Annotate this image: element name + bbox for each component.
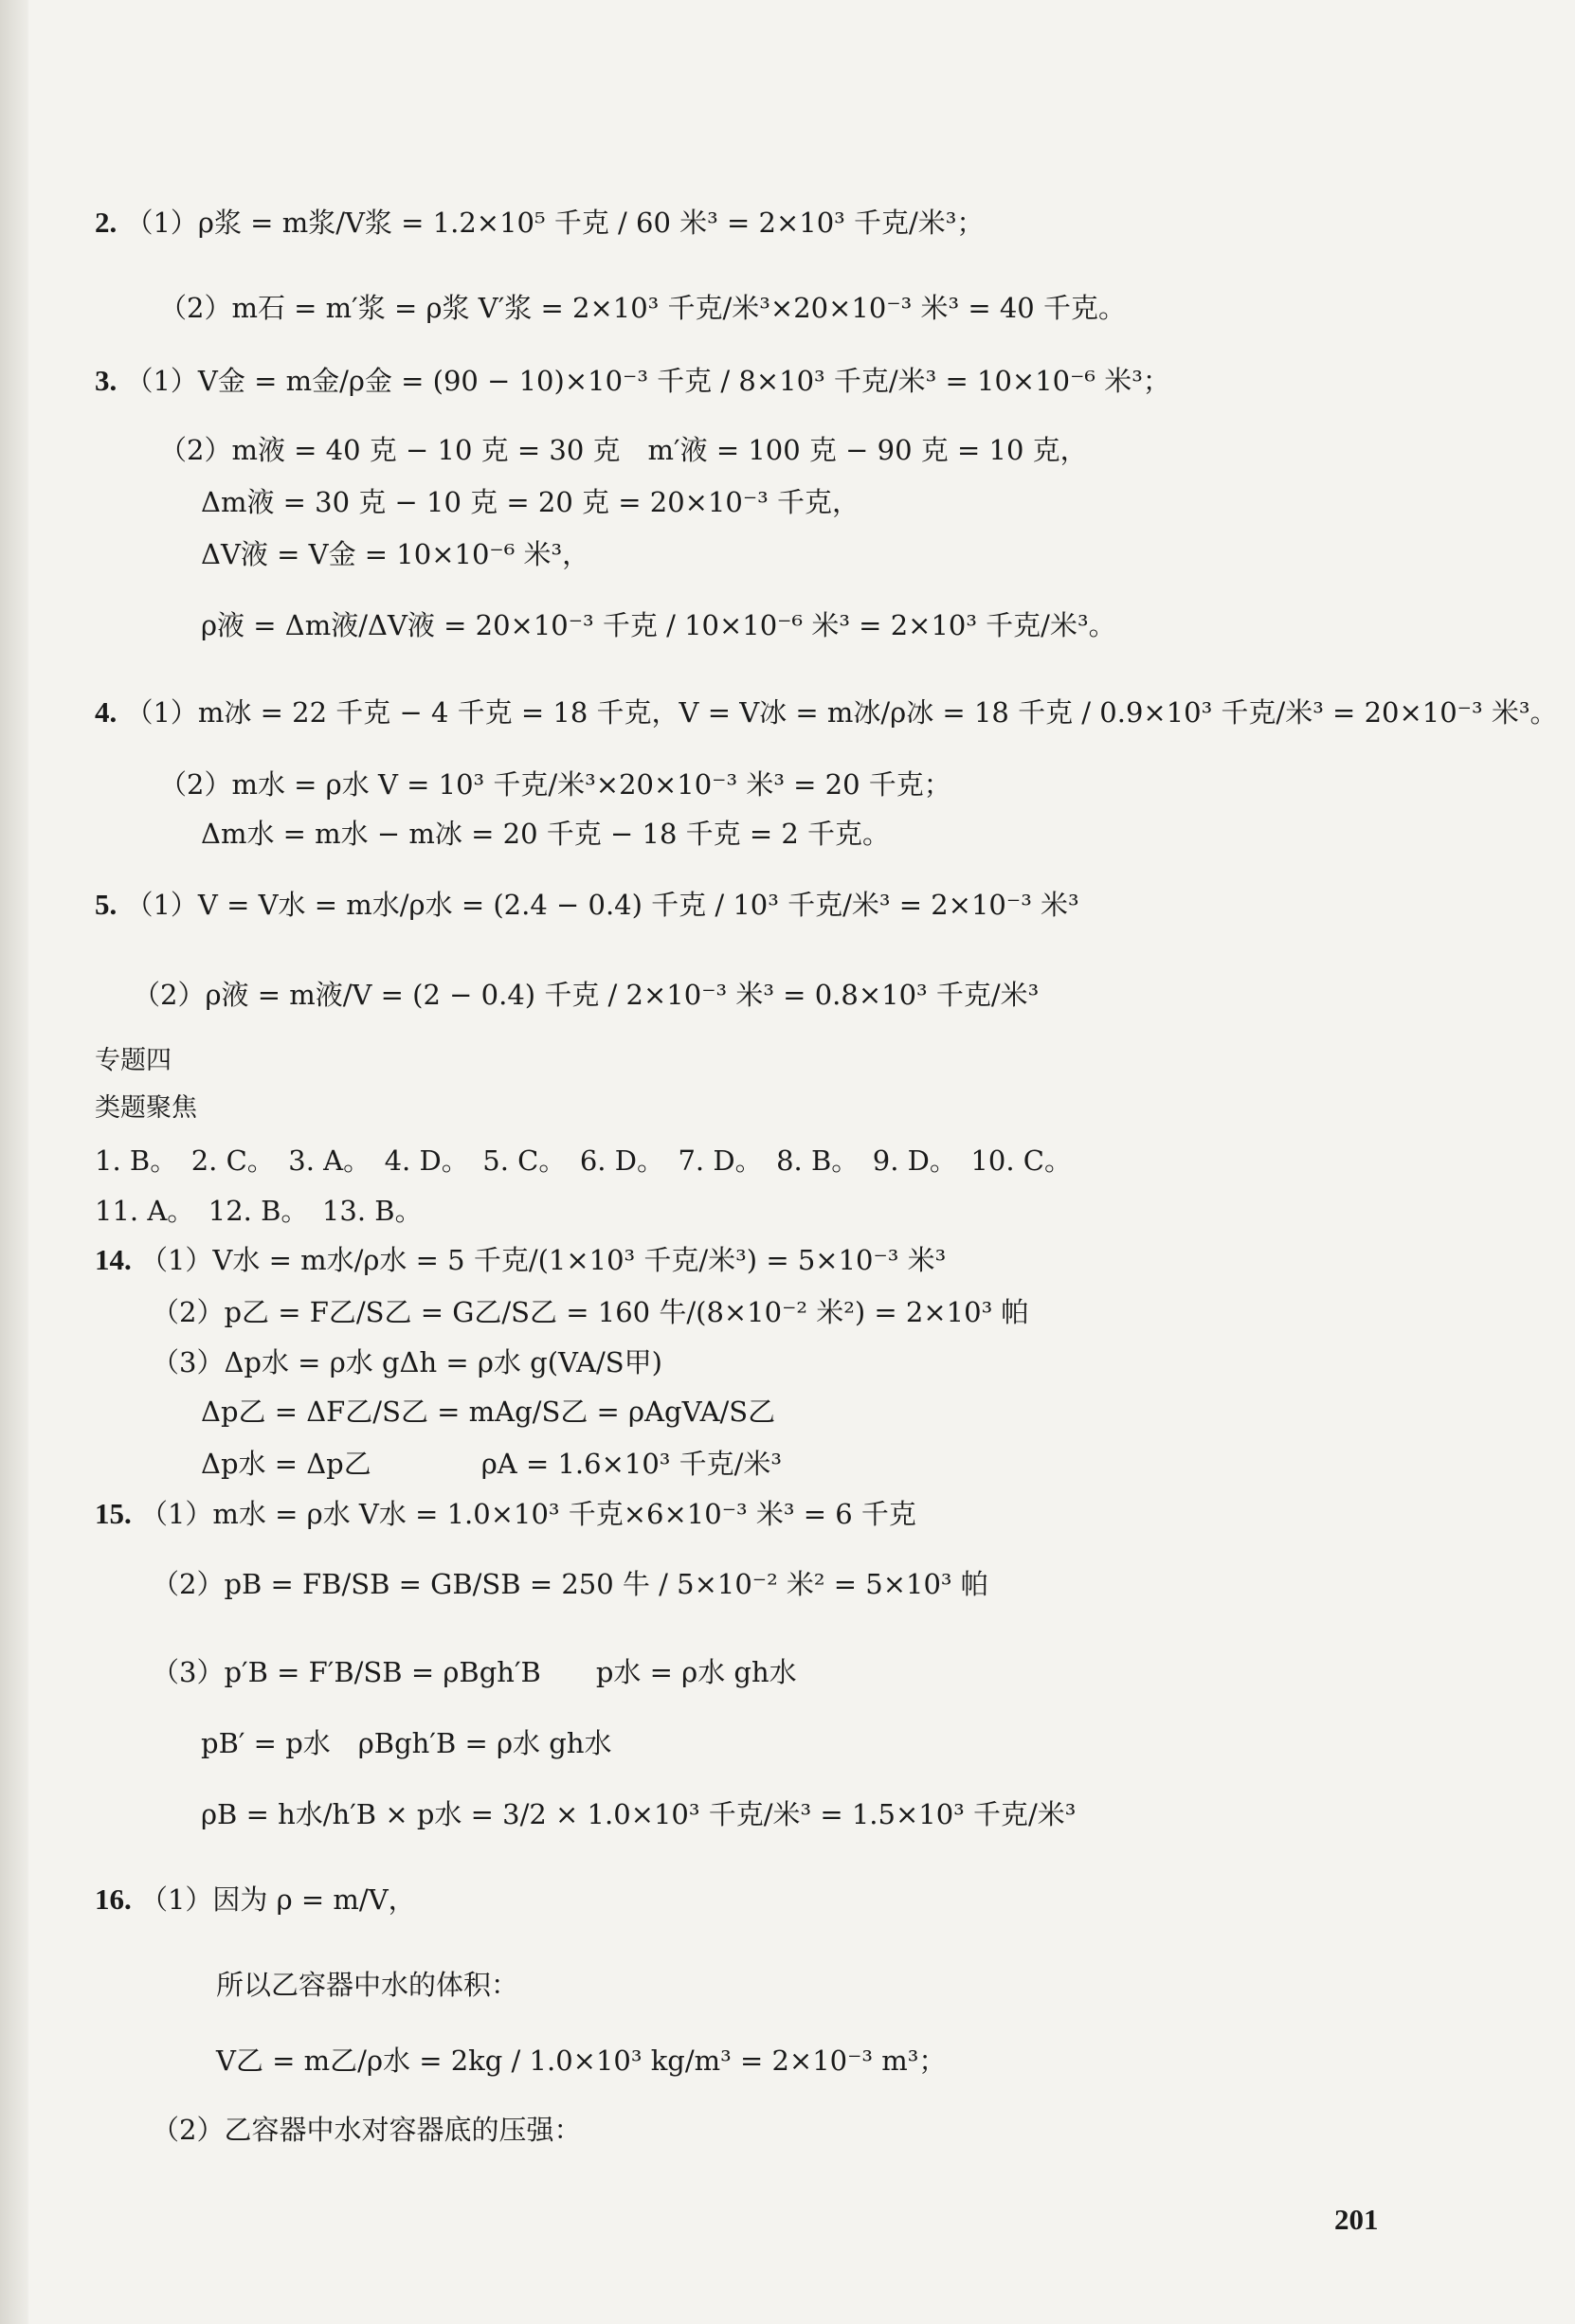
answer-line: ρB = h水/h′B × p水 = 3/2 × 1.0×10³ 千克/米³ = 1.5×10³ 千克/米³ [201, 1798, 1077, 1830]
answer-line: 2. （1）ρ浆 = m浆/V浆 = 1.2×10⁵ 千克 / 60 米³ = 2×10³ 千克/米³； [95, 206, 985, 239]
section-subheading: 类题聚焦 [95, 1093, 197, 1123]
answer-line: Δp水 = Δp乙 ρA = 1.6×10³ 千克/米³ [201, 1448, 783, 1480]
answer-line: （3）p′B = F′B/SB = ρBgh′B p水 = ρ水 gh水 [152, 1656, 797, 1688]
answer-line: 11. A。 12. B。 13. B。 [95, 1195, 423, 1227]
answer-line: V乙 = m乙/ρ水 = 2kg / 1.0×10³ kg/m³ = 2×10⁻³ m³； [216, 2045, 947, 2077]
answer-line: （3）Δp水 = ρ水 gΔh = ρ水 g(VA/S甲) [152, 1346, 662, 1378]
answer-line: 15. （1）m水 = ρ水 V水 = 1.0×10³ 千克×6×10⁻³ 米³ = 6 千克 [95, 1497, 916, 1530]
answer-line: Δp乙 = ΔF乙/S乙 = mAg/S乙 = ρAgVA/S乙 [201, 1396, 776, 1428]
section-heading: 专题四 [95, 1046, 172, 1075]
answer-line: 1. B。 2. C。 3. A。 4. D。 5. C。 6. D。 7. D。 8. B。 9. D。 10. C。 [95, 1144, 1072, 1177]
answer-line: 3. （1）V金 = m金/ρ金 = (90 − 10)×10⁻³ 千克 / 8×10³ 千克/米³ = 10×10⁻⁶ 米³； [95, 364, 1170, 397]
answer-line: 5. （1）V = V水 = m水/ρ水 = (2.4 − 0.4) 千克 / 10³ 千克/米³ = 2×10⁻³ 米³ [95, 888, 1079, 921]
page-number: 201 [1334, 2203, 1379, 2236]
answer-line: 4. （1）m冰 = 22 千克 − 4 千克 = 18 千克，V = V冰 = m冰/ρ冰 = 18 千克 / 0.9×10³ 千克/米³ = 20×10⁻³ 米³。 [95, 695, 1558, 729]
answer-line: Δm水 = m水 − m冰 = 20 千克 − 18 千克 = 2 千克。 [201, 818, 891, 850]
answer-line: （2）乙容器中水对容器底的压强： [152, 2114, 582, 2146]
answer-line: 所以乙容器中水的体积： [216, 1969, 519, 2001]
answer-line: （2）p乙 = F乙/S乙 = G乙/S乙 = 160 牛/(8×10⁻² 米²) = 2×10³ 帕 [152, 1296, 1029, 1328]
answer-line: Δm液 = 30 克 − 10 克 = 20 克 = 20×10⁻³ 千克， [201, 486, 860, 518]
answer-line: 14. （1）V水 = m水/ρ水 = 5 千克/(1×10³ 千克/米³) = 5×10⁻³ 米³ [95, 1243, 947, 1276]
answer-line: 16. （1）因为 ρ = m/V， [95, 1883, 416, 1916]
answer-line: （2）pB = FB/SB = GB/SB = 250 牛 / 5×10⁻² 米² = 5×10³ 帕 [152, 1568, 988, 1600]
answer-line: （2）m石 = m′浆 = ρ浆 V′浆 = 2×10³ 千克/米³×20×10⁻³ 米³ = 40 千克。 [159, 292, 1126, 324]
answer-line: pB′ = p水 ρBgh′B = ρ水 gh水 [201, 1727, 612, 1759]
answer-line: ΔV液 = V金 = 10×10⁻⁶ 米³， [201, 538, 590, 570]
answer-line: （2）m液 = 40 克 − 10 克 = 30 克 m′液 = 100 克 − 90 克 = 10 克， [159, 434, 1088, 466]
page-edge [0, 0, 28, 2324]
answer-line: （2）m水 = ρ水 V = 10³ 千克/米³×20×10⁻³ 米³ = 20 千克； [159, 768, 951, 801]
answer-line: （2）ρ液 = m液/V = (2 − 0.4) 千克 / 2×10⁻³ 米³ = 0.8×10³ 千克/米³ [133, 979, 1040, 1011]
answer-line: ρ液 = Δm液/ΔV液 = 20×10⁻³ 千克 / 10×10⁻⁶ 米³ = 2×10³ 千克/米³。 [201, 609, 1116, 641]
